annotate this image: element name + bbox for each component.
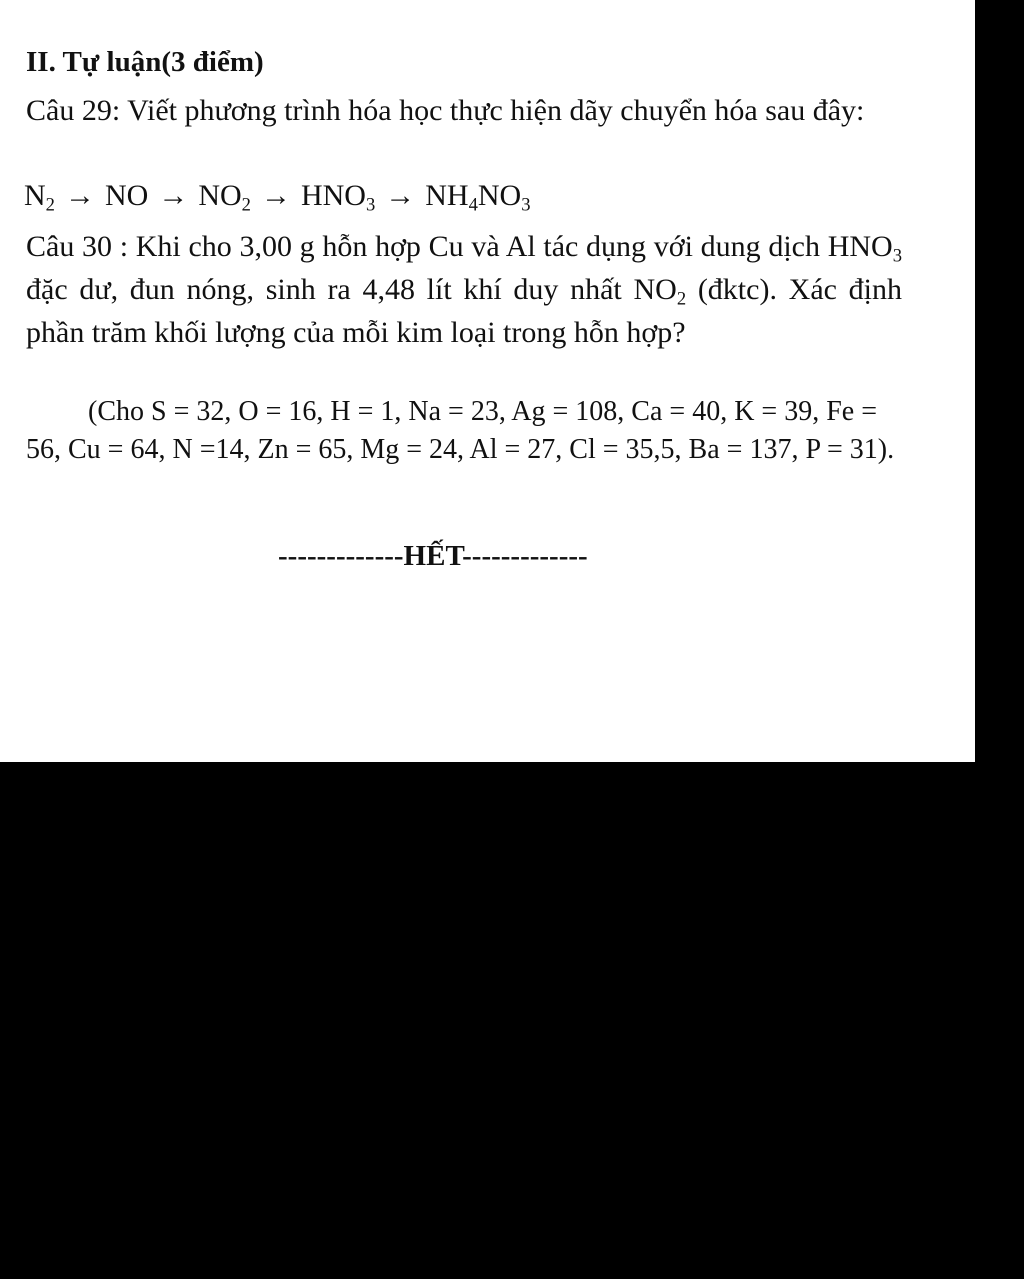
- conversion-chain: [24, 176, 531, 216]
- formula-no2: $NO_2$: [198, 179, 251, 216]
- black-background: [0, 762, 1024, 1279]
- formula-n2: $N_2$: [24, 179, 55, 216]
- arrow-icon: →: [158, 179, 189, 212]
- arrow-icon: →: [260, 179, 291, 212]
- end-marker: -------------HẾT-------------: [278, 540, 588, 572]
- question-29-text: Câu 29: Viết phương trình hóa học thực hiện dãy chuyển hóa sau đây:: [26, 94, 865, 127]
- formula-no: NO: [104, 179, 149, 212]
- atomic-masses-note: (Cho S = 32, O = 16, H = 1, Na = 23, Ag = 108, Ca = 40, K = 39, Fe = 56, Cu = 64, N =14, Zn = 65, Mg = 24, Al = 27, Cl = 35,5, Ba = 137, P = 31).: [26, 396, 895, 465]
- arrow-icon: →: [64, 179, 95, 212]
- section-heading: II. Tự luận(3 điểm): [26, 46, 264, 78]
- question-30-text: Câu 30 : Khi cho 3,00 g hỗn hợp Cu và Al tác dụng với dung dịch $HNO_3$ đặc dư, đun nóng, sinh ra 4,48 lít khí duy nhất $NO_2$ (đktc). Xác định phần trăm khối lượng của mỗi kim loại trong hỗn hợp?: [26, 230, 902, 349]
- arrow-icon: →: [385, 179, 416, 212]
- formula-nh4no3: $NH_4NO_3$: [425, 179, 531, 216]
- formula-hno3: $HNO_3$: [300, 179, 376, 216]
